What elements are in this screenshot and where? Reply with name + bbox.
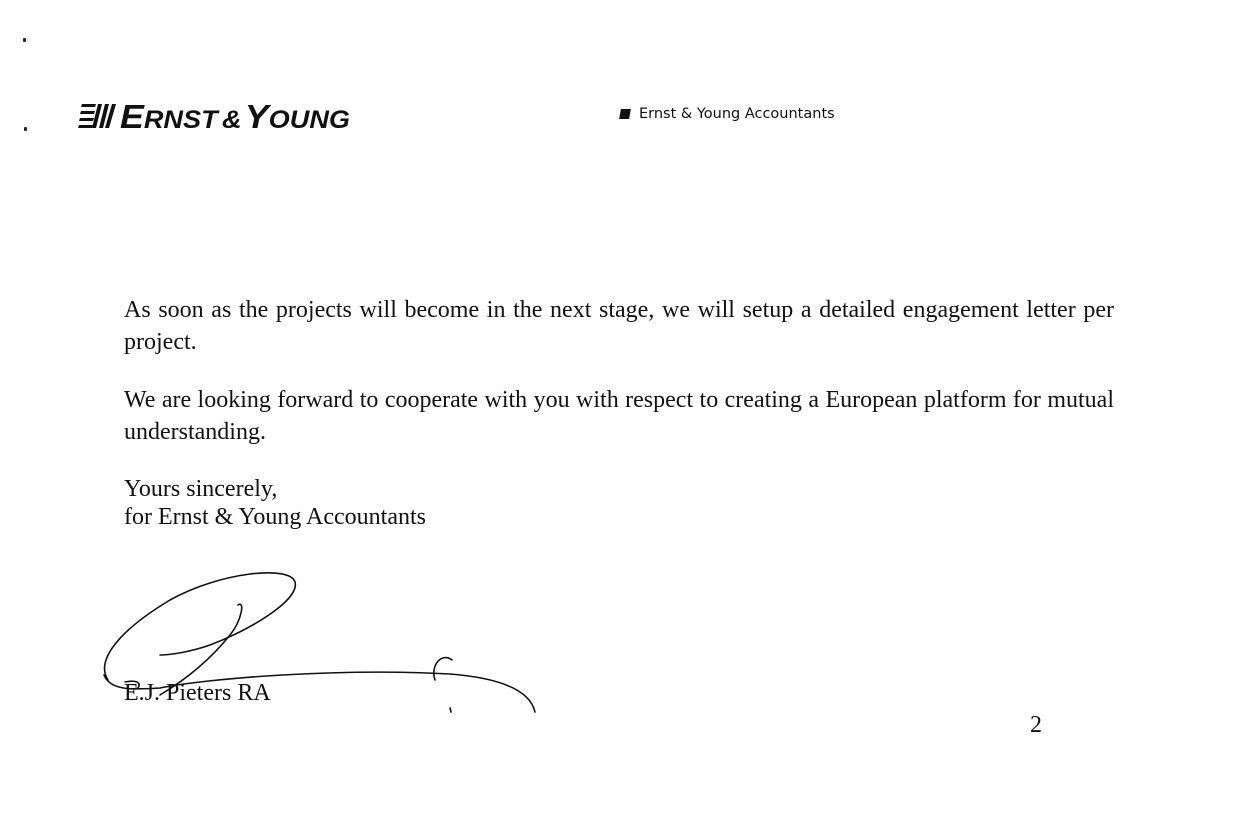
svg-text:ERNST&YOUNG: ERNST & YOUNG: [120, 98, 344, 135]
firm-name: Ernst & Young Accountants: [639, 106, 835, 122]
square-bullet-icon: [619, 109, 631, 119]
ernst-young-logo: [78, 96, 368, 136]
body-paragraph-2: [124, 384, 1114, 448]
body-paragraph-1: [124, 294, 1114, 358]
paragraph-text: As soon as the projects will become in the next stage, we will setup a detailed engagement letter per project.: [124, 297, 1114, 355]
handwritten-signature: [90, 560, 560, 725]
page-number: 2: [1030, 712, 1042, 738]
scan-speck: [24, 127, 27, 131]
for-line: for Ernst & Young Accountants: [124, 504, 426, 530]
letterhead-firm: [620, 106, 835, 122]
ernst-young-logo-mark: [78, 96, 368, 136]
closing-block: [124, 475, 426, 531]
signer-name: E.J. Pieters RA: [124, 680, 271, 706]
salutation: Yours sincerely,: [124, 476, 278, 502]
scan-speck: [23, 38, 26, 42]
paragraph-text: We are looking forward to cooperate with you with respect to creating a European platform for mutual understanding.: [124, 387, 1114, 445]
